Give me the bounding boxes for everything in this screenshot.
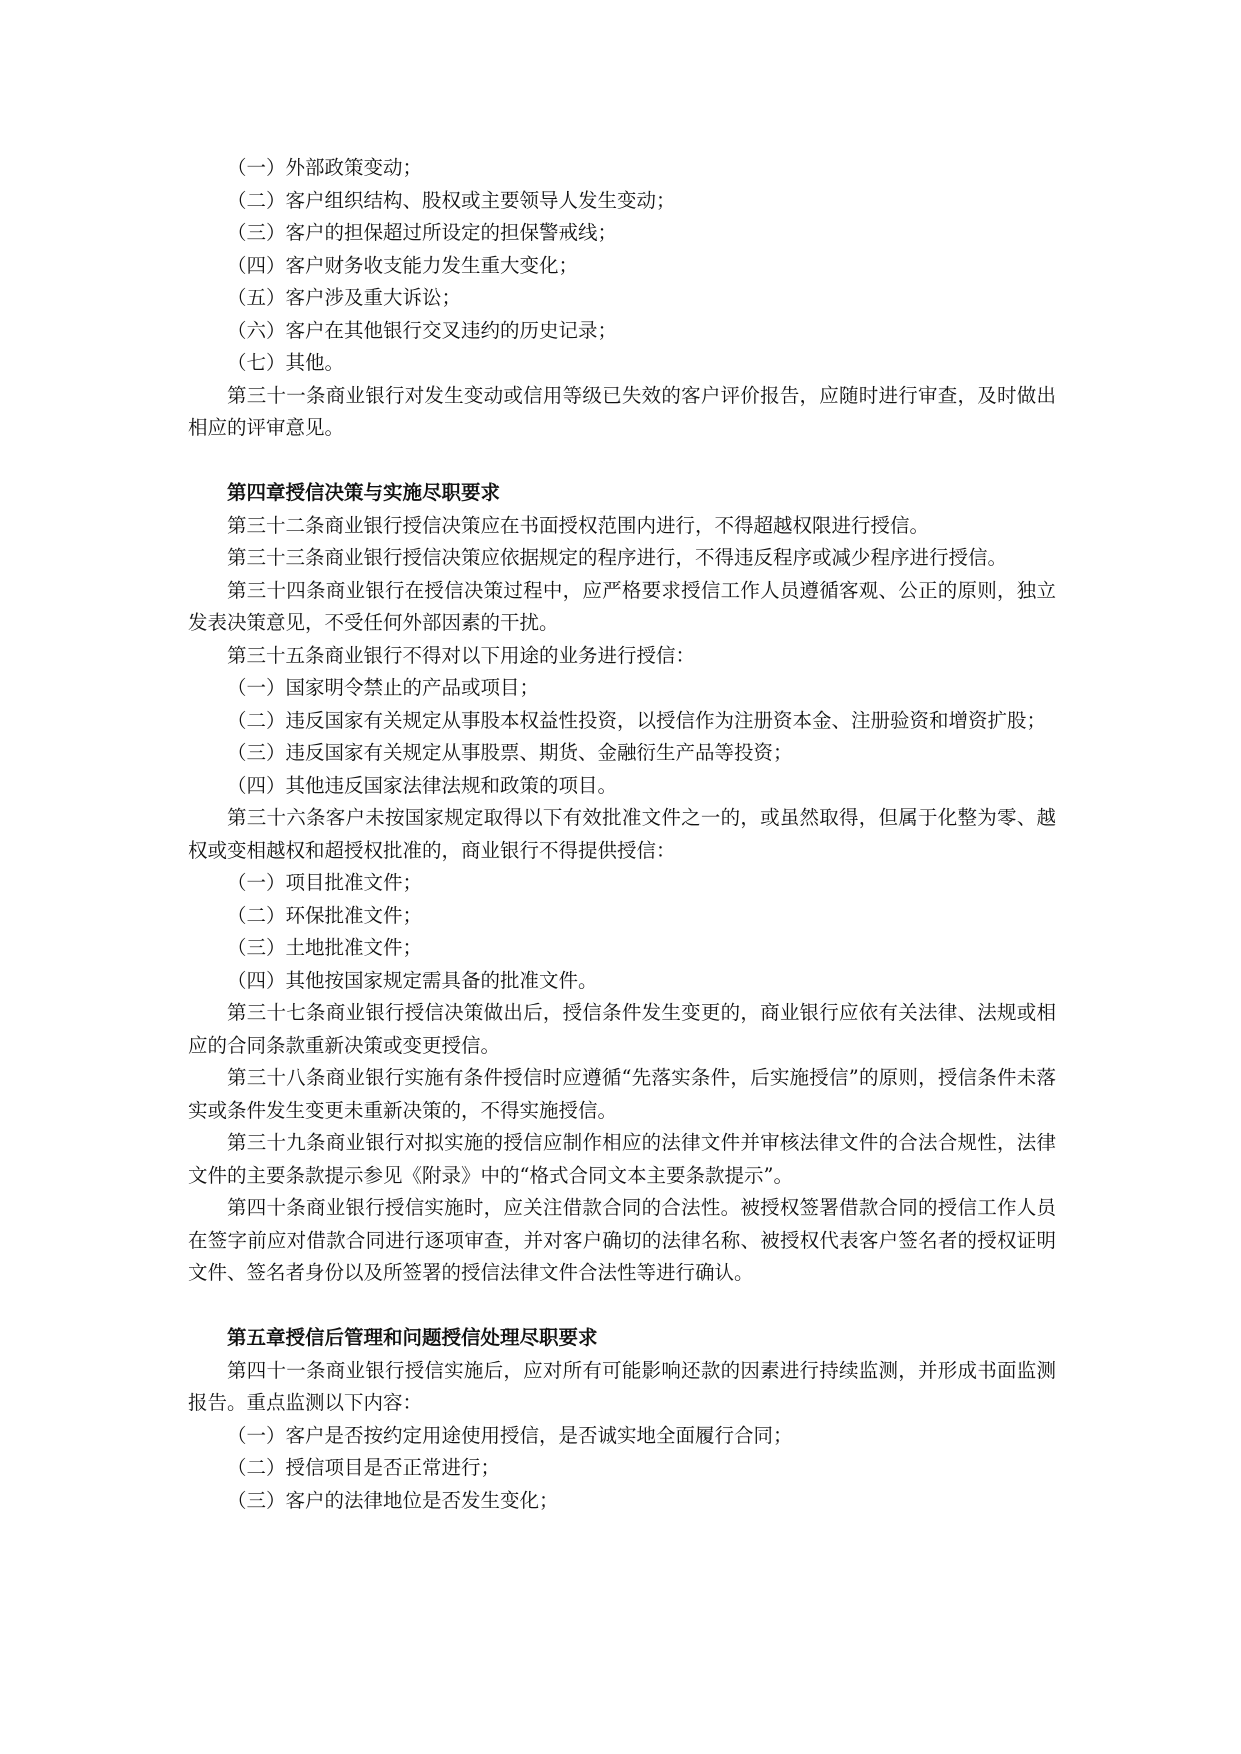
paragraph: （三）客户的担保超过所设定的担保警戒线； [227,221,618,244]
paragraph: 第四十一条商业银行授信实施后，应对所有可能影响还款的因素进行持续监测，并形成书面监测报告。重点监测以下内容： [188,1358,1056,1414]
paragraph: 第四十条商业银行授信实施时，应关注借款合同的合法性。被授权签署借款合同的授信工作人员在签字前应对借款合同进行逐项审查，并对客户确切的法律名称、被授权代表客户签名者的授权证明文件、签名者身份以及所签署的授信法律文件合法性等进行确认。 [188,1196,1056,1284]
paragraph: 第三十六条客户未按国家规定取得以下有效批准文件之一的，或虽然取得，但属于化整为零、越权或变相越权和超授权批准的，商业银行不得提供授信： [188,806,1056,862]
section-gap [188,445,1056,478]
paragraph: （三）土地批准文件； [227,936,423,959]
paragraph: （二）客户组织结构、股权或主要领导人发生变动； [227,188,676,212]
section-gap [188,1290,1056,1323]
paragraph: 第三十八条商业银行实施有条件授信时应遵循“先落实条件，后实施授信”的原则，授信条件未落实或条件发生变更未重新决策的，不得实施授信。 [188,1066,1056,1122]
paragraph: （二）授信项目是否正常进行； [227,1456,501,1479]
paragraph: （三）违反国家有关规定从事股票、期货、金融衍生产品等投资； [227,741,793,764]
paragraph: 第三十四条商业银行在授信决策过程中，应严格要求授信工作人员遵循客观、公正的原则，独立发表决策意见，不受任何外部因素的干扰。 [188,578,1056,634]
paragraph: 第三十九条商业银行对拟实施的授信应制作相应的法律文件并审核法律文件的合法合规性，法律文件的主要条款提示参见《附录》中的“格式合同文本主要条款提示”。 [188,1131,1056,1187]
paragraph: 第三十五条商业银行不得对以下用途的业务进行授信： [227,643,696,667]
paragraph: 第三十三条商业银行授信决策应依据规定的程序进行，不得违反程序或减少程序进行授信。 [227,546,1008,569]
chapter-heading: 第五章授信后管理和问题授信处理尽职要求 [227,1326,598,1349]
paragraph: （三）客户的法律地位是否发生变化； [227,1488,559,1512]
paragraph: （六）客户在其他银行交叉违约的历史记录； [227,318,618,342]
paragraph: （四）其他按国家规定需具备的批准文件。 [227,968,598,992]
paragraph: （二）环保批准文件； [227,903,423,927]
paragraph: 第三十二条商业银行授信决策应在书面授权范围内进行，不得超越权限进行授信。 [227,513,930,537]
paragraph: （一）项目批准文件； [227,871,423,894]
paragraph: （七）其他。 [227,351,345,374]
paragraph: （五）客户涉及重大诉讼； [227,286,462,309]
document-page [188,152,1056,1517]
paragraph: （二）违反国家有关规定从事股本权益性投资，以授信作为注册资本金、注册验资和增资扩股； [227,708,1047,732]
paragraph: （一）国家明令禁止的产品或项目； [227,676,540,699]
paragraph: （四）其他违反国家法律法规和政策的项目。 [227,773,618,797]
chapter-heading: 第四章授信决策与实施尽职要求 [227,481,501,504]
paragraph: （一）客户是否按约定用途使用授信，是否诚实地全面履行合同； [227,1423,793,1447]
paragraph: （四）客户财务收支能力发生重大变化； [227,253,579,277]
paragraph: 第三十七条商业银行授信决策做出后，授信条件发生变更的，商业银行应依有关法律、法规或相应的合同条款重新决策或变更授信。 [188,1001,1056,1057]
paragraph: （一）外部政策变动； [227,156,423,179]
paragraph: 第三十一条商业银行对发生变动或信用等级已失效的客户评价报告，应随时进行审查，及时做出相应的评审意见。 [188,383,1056,439]
